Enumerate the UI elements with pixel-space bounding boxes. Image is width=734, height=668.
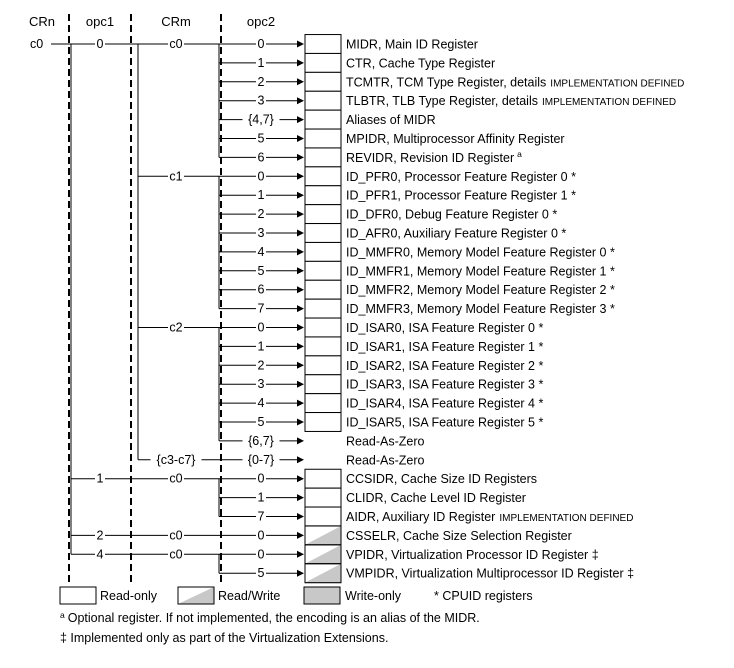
register-name: CLIDR, Cache Level ID Register (346, 491, 526, 506)
arrow-head (297, 97, 304, 104)
opc2-label: 2 (257, 74, 265, 89)
legend-read-only: Read-only (100, 589, 157, 603)
register-box (305, 186, 341, 205)
register-label (346, 510, 633, 524)
crm-label: c0 (169, 37, 183, 51)
register-label (346, 245, 615, 259)
opc2-label: {4,7} (248, 112, 274, 127)
opc2-label: 0 (257, 528, 265, 543)
arrow-head (297, 305, 304, 312)
register-name: MIDR, Main ID Register (346, 37, 478, 52)
opc2-label: 0 (257, 547, 265, 562)
register-label (346, 283, 615, 297)
register-label (346, 472, 537, 486)
arrow-head (297, 78, 304, 85)
arrow-head (297, 267, 304, 274)
arrow-head (297, 400, 304, 407)
register-name: ID_MMFR3, Memory Model Feature Register 3 * (346, 302, 615, 317)
opc2-label: 3 (257, 93, 265, 108)
footnote-a (60, 610, 480, 625)
register-label (346, 149, 522, 165)
arrow-head (297, 513, 304, 520)
opc2-label: 1 (257, 339, 265, 354)
crm-label: c2 (169, 320, 183, 335)
arrow-head (297, 475, 304, 482)
opc2-label: 6 (257, 282, 265, 297)
crm-label: c0 (169, 471, 183, 486)
register-name: ID_ISAR5, ISA Feature Register 5 * (346, 415, 544, 430)
opc2-label: 4 (257, 396, 265, 411)
register-box (305, 53, 341, 72)
legend-write-only-swatch (304, 587, 340, 604)
header-opc1: opc1 (85, 14, 115, 29)
opc2-label: 7 (257, 509, 265, 524)
opc2-label: 2 (257, 207, 265, 222)
opc2-label: {6,7} (248, 433, 274, 448)
crn-c0-label: c0 (30, 37, 44, 51)
opc2-label: 0 (257, 169, 265, 184)
opc2-label: {0-7} (247, 452, 275, 467)
legend-cpuid: * CPUID registers (434, 589, 533, 603)
opc2-label: 1 (257, 188, 265, 203)
register-label (346, 434, 425, 448)
register-name: CSSELR, Cache Size Selection Register (346, 528, 572, 543)
opc2-label: 5 (257, 263, 265, 278)
arrow-head (297, 362, 304, 369)
register-label (346, 416, 543, 430)
register-name: ID_PFR1, Processor Feature Register 1 * (346, 188, 576, 203)
opc2-label: 0 (257, 471, 265, 486)
register-box (305, 394, 341, 413)
arrow-head (297, 286, 304, 293)
opc2-label: 3 (257, 377, 265, 392)
arrow-head (297, 116, 304, 123)
register-name: VMPIDR, Virtualization Multiprocessor ID Register ‡ (346, 566, 635, 581)
arrow-head (297, 59, 304, 66)
header-opc2: opc2 (246, 14, 276, 29)
arrow-head (297, 532, 304, 539)
register-name: ID_ISAR0, ISA Feature Register 0 * (346, 321, 544, 335)
register-label (346, 56, 495, 70)
register-label (346, 132, 565, 146)
register-box (305, 507, 341, 526)
register-name: ID_PFR0, Processor Feature Register 0 * (346, 169, 576, 184)
arrow-head (297, 381, 304, 388)
register-box (305, 469, 341, 488)
arrow-head (297, 437, 304, 444)
register-label (346, 170, 576, 184)
arrow-head (297, 230, 304, 237)
register-label (346, 548, 599, 562)
register-box (305, 375, 341, 394)
opc2-label: 3 (257, 226, 265, 240)
register-note: IMPLEMENTATION DEFINED (499, 513, 634, 524)
register-box (305, 148, 341, 167)
register-rows (305, 35, 684, 583)
crm-label: c0 (169, 528, 183, 543)
register-name: ID_ISAR3, ISA Feature Register 3 * (346, 377, 544, 392)
opc2-label: 7 (257, 301, 265, 316)
register-name: ID_AFR0, Auxiliary Feature Register 0 * (346, 226, 567, 241)
register-label (346, 378, 543, 392)
opc1-label: 1 (96, 471, 104, 486)
register-name: ID_MMFR1, Memory Model Feature Register 1 * (346, 264, 615, 279)
register-name: ID_ISAR4, ISA Feature Register 4 * (346, 396, 544, 411)
footnote-dagger: ‡ Implemented only as part of the Virtualization Extensions. (60, 631, 389, 645)
register-label (346, 529, 572, 543)
crm-label: c1 (169, 169, 183, 184)
register-label (346, 227, 566, 241)
register-box (305, 318, 341, 337)
register-label (346, 359, 543, 373)
register-name: MPIDR, Multiprocessor Affinity Register (346, 132, 565, 146)
arrow-head (297, 154, 304, 161)
arrow-head (297, 173, 304, 180)
arrow-head (297, 211, 304, 218)
register-name: Read-As-Zero (346, 453, 425, 468)
opc1-label: 0 (96, 37, 104, 51)
opc1-label: 4 (96, 547, 104, 562)
crm-label: c0 (169, 547, 183, 562)
register-label (346, 38, 478, 52)
register-label (346, 208, 557, 222)
register-name: Aliases of MIDR (346, 113, 436, 128)
register-note: IMPLEMENTATION DEFINED (542, 97, 677, 109)
register-name: AIDR, Auxiliary ID Register (346, 510, 496, 524)
arrow-head (297, 135, 304, 142)
register-name: Read-As-Zero (346, 434, 425, 449)
register-label (346, 397, 543, 411)
footnote-a-mark: a (60, 610, 65, 620)
register-box (305, 261, 341, 280)
header-crm: CRm (161, 14, 191, 29)
register-name: ID_DFR0, Debug Feature Register 0 * (346, 207, 558, 222)
register-name: CTR, Cache Type Register (346, 56, 496, 71)
register-label (346, 321, 543, 335)
register-box (305, 280, 341, 299)
opc2-label: 6 (257, 150, 265, 165)
header-crn: CRn (28, 14, 56, 29)
opc1-label: 2 (96, 528, 104, 543)
opc2-label: 5 (257, 131, 265, 146)
register-box (305, 205, 341, 224)
opc2-label: 5 (257, 415, 265, 429)
register-name: ID_MMFR2, Memory Model Feature Register 2 * (346, 283, 615, 298)
register-name: REVIDR, Revision ID Register (346, 150, 515, 165)
register-label (346, 113, 436, 127)
opc2-label: 1 (257, 490, 265, 505)
legend-read-write: Read/Write (218, 589, 281, 603)
register-note: IMPLEMENTATION DEFINED (550, 78, 685, 90)
tree-lines (51, 36, 304, 580)
register-name: TCMTR, TCM Type Register, details (346, 75, 547, 90)
arrow-head (297, 419, 304, 426)
register-label (346, 453, 425, 467)
register-label (346, 264, 615, 278)
register-name: VPIDR, Virtualization Processor ID Register ‡ (346, 547, 599, 562)
opc2-label: 0 (257, 37, 265, 51)
register-box (305, 72, 341, 91)
register-label (346, 567, 634, 581)
register-box (305, 242, 341, 261)
opc2-label: 5 (257, 566, 265, 581)
register-name: ID_MMFR0, Memory Model Feature Register 0 * (346, 245, 615, 260)
register-box (305, 224, 341, 243)
register-box (305, 337, 341, 356)
arrow-head (297, 343, 304, 350)
crm-label: {c3-c7} (156, 452, 196, 467)
register-name: CCSIDR, Cache Size ID Registers (346, 472, 538, 487)
arrow-head (297, 324, 304, 331)
arrow-head (297, 570, 304, 577)
opc2-label: 0 (257, 320, 265, 335)
register-box (305, 35, 341, 54)
legend-write-only: Write-only (345, 589, 402, 603)
arrow-head (297, 248, 304, 255)
register-box (305, 167, 341, 186)
register-label (346, 491, 526, 505)
register-name: TLBTR, TLB Type Register, details (346, 94, 538, 109)
register-label (346, 340, 543, 354)
arrow-head (297, 551, 304, 558)
register-label (346, 189, 576, 203)
register-box (305, 129, 341, 148)
register-label (346, 75, 684, 89)
legend-read-only-swatch (60, 587, 96, 604)
opc2-label: 1 (257, 55, 265, 70)
footnote-a-text: Optional register. If not implemented, the encoding is an alias of the MIDR. (67, 611, 480, 625)
register-name: ID_ISAR1, ISA Feature Register 1 * (346, 339, 544, 354)
register-footnote-mark: a (517, 148, 522, 159)
register-box (305, 91, 341, 110)
legend (60, 587, 533, 604)
opc2-label: 2 (257, 358, 265, 373)
register-box (305, 299, 341, 318)
arrow-head (297, 456, 304, 463)
arrow-head (297, 494, 304, 501)
register-box (305, 110, 341, 129)
register-box (305, 356, 341, 375)
register-name: ID_ISAR2, ISA Feature Register 2 * (346, 358, 544, 373)
opc2-label: 4 (257, 244, 265, 259)
arrow-head (297, 192, 304, 199)
register-box (305, 413, 341, 432)
register-box (305, 488, 341, 507)
register-label (346, 94, 676, 108)
register-label (346, 302, 615, 316)
arrow-head (297, 41, 304, 48)
